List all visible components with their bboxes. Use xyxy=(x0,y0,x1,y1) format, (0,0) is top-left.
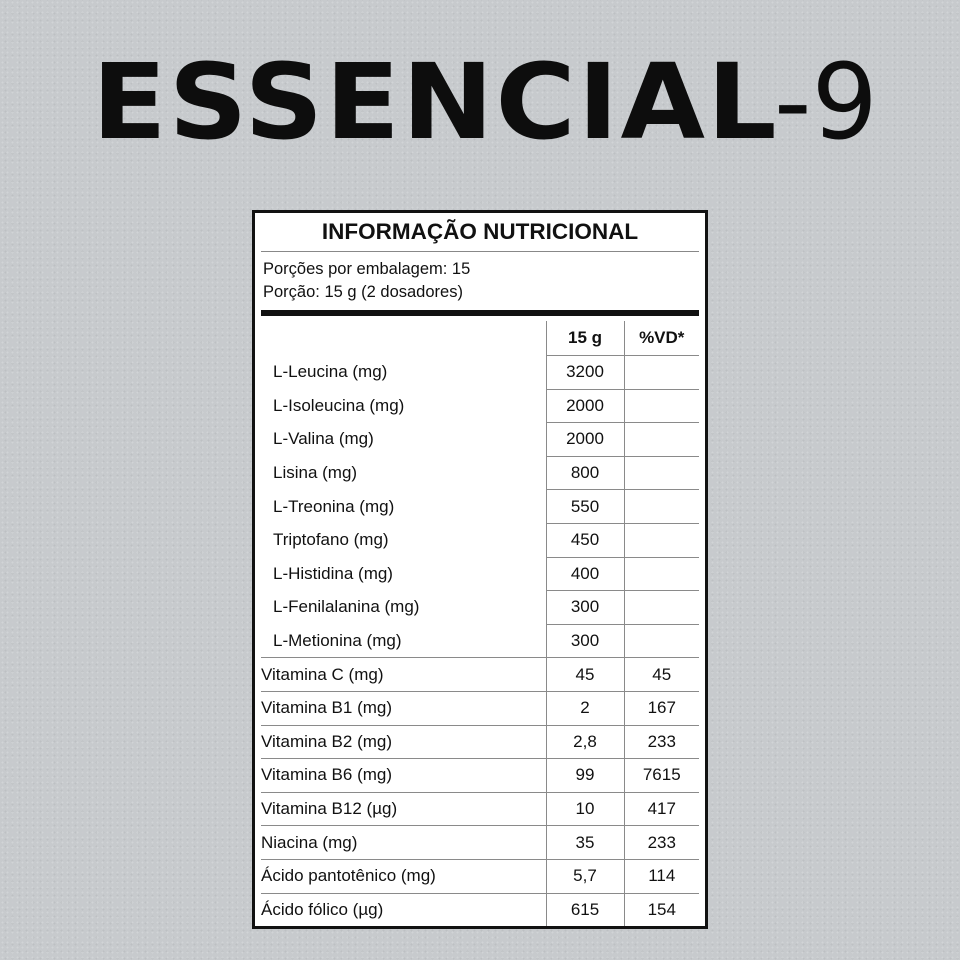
nutrient-daily-value xyxy=(624,490,699,524)
nutrient-name: Lisina (mg) xyxy=(273,463,358,483)
table-row xyxy=(261,792,699,826)
table-row xyxy=(261,759,699,793)
table-row xyxy=(261,893,699,926)
nutrient-name: Niacina (mg) xyxy=(261,826,546,860)
table-row xyxy=(261,490,699,524)
table-row xyxy=(261,658,699,692)
table-row xyxy=(261,423,699,457)
nutrient-daily-value xyxy=(624,624,699,658)
nutrient-name: Vitamina B2 (mg) xyxy=(261,725,546,759)
nutrient-amount: 45 xyxy=(546,658,624,692)
nutrient-name: L-Histidina (mg) xyxy=(273,563,393,583)
serving-size: Porção: 15 g (2 dosadores) xyxy=(263,283,463,301)
nutrient-amount: 2000 xyxy=(546,423,624,457)
nutrient-daily-value xyxy=(624,557,699,591)
nutrient-daily-value xyxy=(624,356,699,390)
nutrient-amount: 10 xyxy=(546,792,624,826)
nutrient-daily-value: 417 xyxy=(624,792,699,826)
nutrient-amount: 2000 xyxy=(546,389,624,423)
nutrient-name: Vitamina B12 (µg) xyxy=(261,792,546,826)
nutrient-amount: 35 xyxy=(546,826,624,860)
table-row xyxy=(261,826,699,860)
nutrient-name: L-Isoleucina (mg) xyxy=(273,395,405,415)
brand-suffix: -9 xyxy=(774,41,878,163)
nutrient-amount: 615 xyxy=(546,893,624,926)
nutrient-amount: 300 xyxy=(546,591,624,625)
nutrient-amount: 99 xyxy=(546,759,624,793)
table-row xyxy=(261,456,699,490)
nutrient-name: L-Valina (mg) xyxy=(273,429,374,449)
brand-name: ESSENCIAL xyxy=(92,41,779,163)
header-amount: 15 g xyxy=(546,321,624,356)
nutrient-amount: 2 xyxy=(546,691,624,725)
nutrient-name: L-Fenilalanina (mg) xyxy=(273,597,420,617)
nutrient-name: Vitamina B6 (mg) xyxy=(261,759,546,793)
nutrient-daily-value: 45 xyxy=(624,658,699,692)
table-row xyxy=(261,523,699,557)
nutrient-daily-value: 114 xyxy=(624,859,699,893)
table-header-row xyxy=(261,321,699,356)
nutrient-name: L-Metionina (mg) xyxy=(261,624,546,658)
nutrient-amount: 800 xyxy=(546,456,624,490)
nutrition-facts-panel xyxy=(252,210,708,929)
serving-info xyxy=(261,252,699,310)
nutrient-name: L-Leucina (mg) xyxy=(273,362,388,382)
nutrient-name: Ácido pantotênico (mg) xyxy=(261,859,546,893)
nutrient-name: Vitamina C (mg) xyxy=(261,658,546,692)
panel-title: INFORMAÇÃO NUTRICIONAL xyxy=(261,213,699,252)
table-row xyxy=(261,725,699,759)
table-row xyxy=(261,859,699,893)
servings-per-package: Porções por embalagem: 15 xyxy=(263,260,471,278)
nutrient-amount: 3200 xyxy=(546,356,624,390)
nutrient-amount: 300 xyxy=(546,624,624,658)
nutrient-name: Vitamina B1 (mg) xyxy=(261,691,546,725)
table-row xyxy=(261,591,699,625)
table-row xyxy=(261,356,699,390)
nutrient-amount: 400 xyxy=(546,557,624,591)
thick-divider xyxy=(261,310,699,316)
nutrient-amount: 2,8 xyxy=(546,725,624,759)
nutrition-table xyxy=(261,321,699,926)
table-row xyxy=(261,389,699,423)
nutrient-daily-value xyxy=(624,423,699,457)
nutrient-name: Ácido fólico (µg) xyxy=(261,899,384,919)
header-blank-cell xyxy=(261,321,546,356)
nutrient-daily-value xyxy=(624,456,699,490)
nutrient-daily-value xyxy=(624,523,699,557)
header-daily-value: %VD* xyxy=(624,321,699,356)
nutrient-name: L-Treonina (mg) xyxy=(273,496,395,516)
nutrient-amount: 550 xyxy=(546,490,624,524)
nutrient-daily-value: 233 xyxy=(624,725,699,759)
table-row xyxy=(261,691,699,725)
brand-logo xyxy=(92,41,878,163)
nutrient-amount: 450 xyxy=(546,523,624,557)
nutrient-daily-value: 233 xyxy=(624,826,699,860)
nutrient-name: Triptofano (mg) xyxy=(273,530,389,550)
nutrient-daily-value xyxy=(624,591,699,625)
table-row xyxy=(261,624,699,658)
nutrient-daily-value: 7615 xyxy=(624,759,699,793)
table-row xyxy=(261,557,699,591)
nutrient-daily-value xyxy=(624,389,699,423)
nutrient-amount: 5,7 xyxy=(546,859,624,893)
nutrient-daily-value: 154 xyxy=(624,893,699,926)
nutrient-daily-value: 167 xyxy=(624,691,699,725)
